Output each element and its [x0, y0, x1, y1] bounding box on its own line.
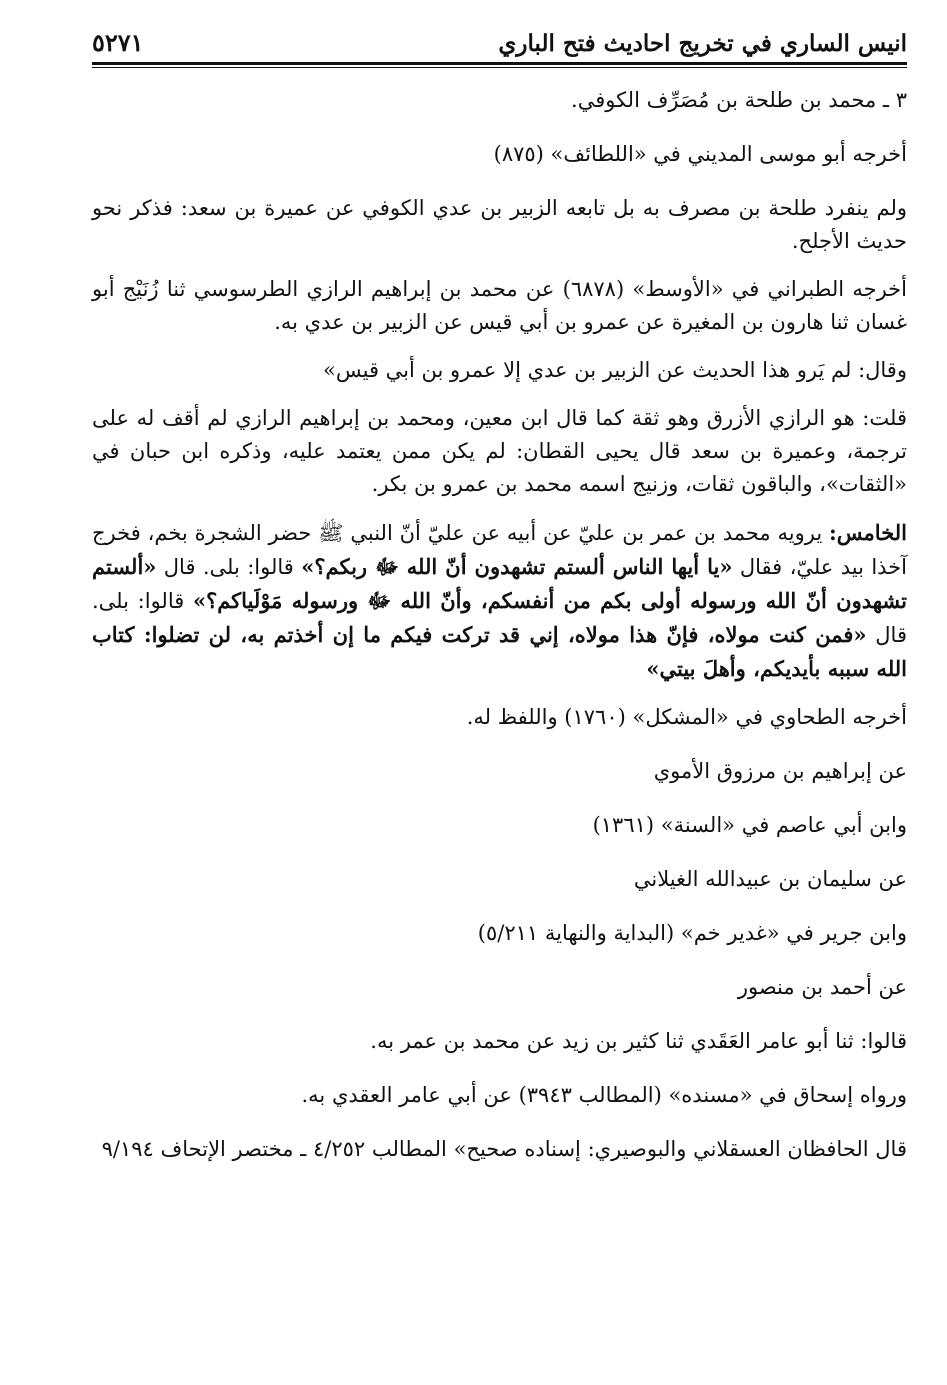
hadith-paragraph	[92, 516, 907, 686]
narrator-heading: ٣ ـ محمد بن طلحة بن مُصَرِّف الكوفي.	[571, 88, 907, 112]
paragraph: وقال: لم يَرو هذا الحديث عن الزبير بن عدي إلا عمرو بن أبي قيس»	[323, 358, 907, 382]
paragraph: عن إبراهيم بن مرزوق الأموي	[653, 759, 907, 783]
paragraph: أخرجه أبو موسى المديني في «اللطائف» (٨٧٥)	[493, 142, 907, 166]
paragraph: عن أحمد بن منصور	[737, 975, 907, 999]
paragraph: أخرجه الطبراني في «الأوسط» (٦٨٧٨) عن محمد بن إبراهيم الرازي الطرسوسي ثنا زُنَيْج أبو غسان ثنا هارون بن المغيرة عن عمرو بن أبي قيس عن الزبير بن عدي به.	[92, 277, 907, 334]
paragraph: وابن أبي عاصم في «السنة» (١٣٦١)	[592, 813, 907, 837]
hadith-quote: «ألستم تشهدون أنّ الله ورسوله أولى بكم من أنفسكم، وأنّ الله ﷻ ورسوله مَوْلَياكم؟»	[92, 554, 907, 613]
hadith-quote: «يا أيها الناس ألستم تشهدون أنّ الله ﷻ ربكم؟»	[301, 554, 733, 579]
text-run: قالوا: بلى. قال	[156, 555, 302, 579]
header-rule-thin	[92, 67, 907, 68]
section-lead: الخامس:	[829, 520, 907, 545]
text-run: يرويه محمد بن عمر بن عليّ عن أبيه عن عليّ أنّ النبي ﷺ حضر الشجرة بخم، فخرج آخذا بيد عليّ، فقال	[92, 521, 907, 579]
main-text	[92, 84, 907, 1181]
paragraph: عن سليمان بن عبيدالله الغيلاني	[633, 867, 907, 891]
running-header	[92, 22, 907, 62]
paragraph: وابن جرير في «غدير خم» (البداية والنهاية ٥/٢١١)	[477, 921, 907, 945]
paragraph: قالوا: ثنا أبو عامر العَقَدي ثنا كثير بن زيد عن محمد بن عمر به.	[370, 1029, 907, 1053]
paragraph: قال الحافظان العسقلاني والبوصيري: إسناده صحيح» المطالب ٤/٢٥٢ ـ مختصر الإتحاف ٩/١٩٤	[101, 1137, 907, 1161]
paragraph: قلت: هو الرازي الأزرق وهو ثقة كما قال ابن معين، ومحمد بن إبراهيم الرازي لم أقف له على ترجمة، وعميرة بن سعد قال يحيى القطان: لم يكن ممن يعتمد عليه، وذكره ابن حبان في «الثقات»، والباقون ثقات، وزنيج اسمه محمد بن عمرو بن بكر.	[92, 406, 907, 496]
hadith-quote: «فمن كنت مولاه، فإنّ هذا مولاه، إني قد تركت فيكم ما إن أخذتم به، لن تضلوا: كتاب الله سببه بأيديكم، وأهلَ بيتي»	[92, 622, 907, 681]
paragraph: أخرجه الطحاوي في «المشكل» (١٧٦٠) واللفظ له.	[466, 705, 907, 729]
text-run: قالوا: بلى. قال	[92, 589, 907, 647]
book-title: انيس الساري في تخريج احاديث فتح الباري	[498, 30, 907, 57]
page-number: ٥٢٧١	[92, 28, 144, 57]
header-rule-thick	[92, 62, 907, 65]
paragraph: ولم ينفرد طلحة بن مصرف به بل تابعه الزبير بن عدي الكوفي عن عميرة بن سعد: فذكر نحو حديث الأجلح.	[92, 196, 907, 253]
paragraph: ورواه إسحاق في «مسنده» (المطالب ٣٩٤٣) عن أبي عامر العقدي به.	[301, 1083, 907, 1107]
